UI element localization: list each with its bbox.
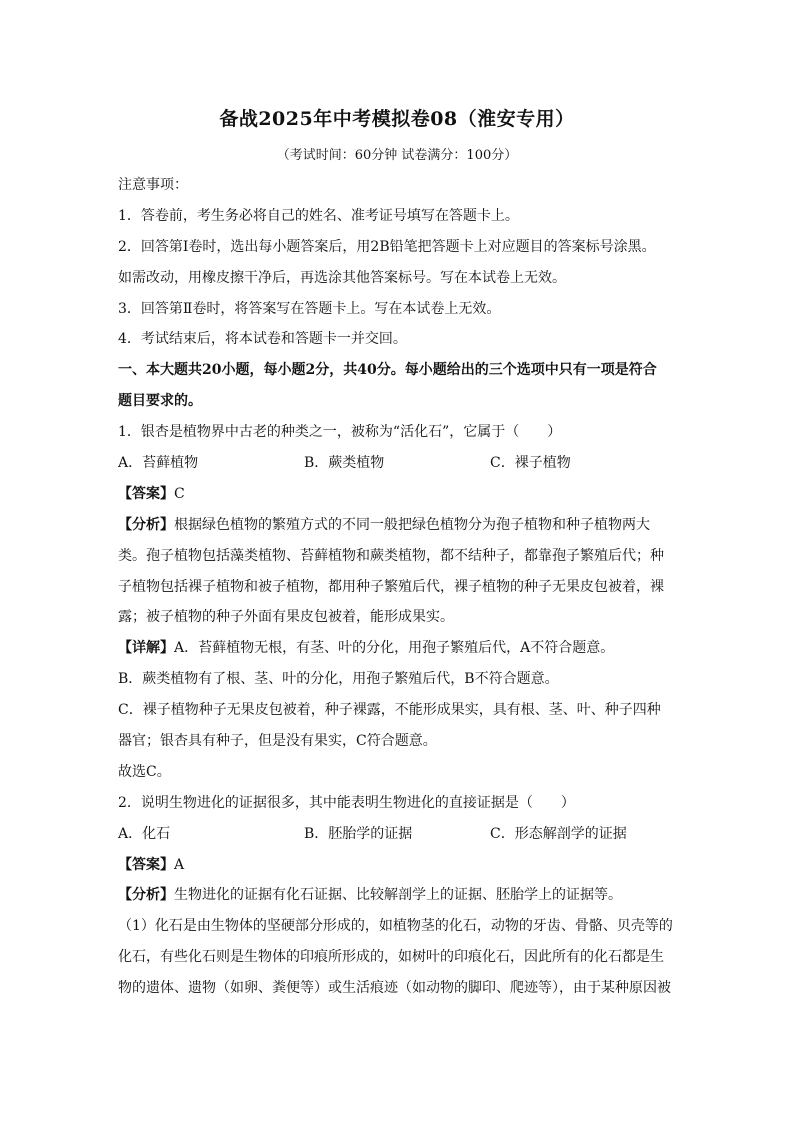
page-title: 备战2025年中考模拟卷08（淮安专用）: [219, 108, 575, 130]
question-2-stem: 2．说明生物进化的证据很多，其中能表明生物进化的直接证据是（ ）: [118, 794, 575, 811]
analysis-tag: 【分析】: [118, 516, 174, 533]
section-heading-cont: 题目要求的。: [118, 393, 202, 410]
detail-text: C．裸子植物种子无果皮包被着，种子裸露，不能形成果实，具有根、茎、叶、种子四种: [118, 702, 661, 719]
analysis-text: 露；被子植物的种子外面有果皮包被着，能形成果实。: [118, 609, 454, 626]
option-b: B．蕨类植物: [304, 455, 385, 472]
question-2-options: [118, 819, 682, 850]
analysis-text: 子植物包括裸子植物和被子植物，都用种子繁殖后代，裸子植物的种子无果皮包被着，裸: [118, 578, 664, 595]
analysis-tag: 【分析】: [118, 887, 174, 904]
analysis-text: 类。孢子植物包括藻类植物、苔藓植物和蕨类植物，都不结种子，都靠孢子繁殖后代；种: [118, 547, 664, 564]
note-item: 1．答卷前，考生务必将自己的姓名、准考证号填写在答题卡上。: [118, 207, 519, 224]
question-1-options: [118, 448, 682, 479]
analysis-text: 物的遗体、遗物（如卵、粪便等）或生活痕迹（如动物的脚印、爬迹等），由于某种原因被: [118, 980, 671, 997]
detail-text: A．苔藓植物无根，有茎、叶的分化，用孢子繁殖后代，A不符合题意。: [174, 640, 615, 657]
question-1-analysis: [118, 510, 682, 541]
analysis-text: 生物进化的证据有化石证据、比较解剖学上的证据、胚胎学上的证据等。: [174, 887, 622, 904]
document-body: [118, 170, 682, 1004]
question-1-detail: [118, 633, 682, 664]
analysis-text: 化石，有些化石则是生物体的印痕所形成的，如树叶的印痕化石，因此所有的化石都是生: [118, 949, 664, 966]
analysis-text: 根据绿色植物的繁殖方式的不同一般把绿色植物分为孢子植物和种子植物两大: [174, 516, 650, 533]
detail-text: 器官；银杏具有种子，但是没有果实，C符合题意。: [118, 733, 437, 750]
analysis-text: （1）化石是由生物体的坚硬部分形成的，如植物茎的化石，动物的牙齿、骨骼、贝壳等的: [118, 918, 673, 935]
section-heading: 一、本大题共20小题，每小题2分，共40分。每小题给出的三个选项中只有一项是符合: [118, 362, 657, 379]
answer-tag: 【答案】: [118, 856, 174, 873]
question-2-analysis: [118, 880, 682, 911]
detail-conclusion: 故选C。: [118, 763, 171, 780]
note-item: 3．回答第Ⅱ卷时，将答案写在答题卡上。写在本试卷上无效。: [118, 300, 501, 317]
option-a: A．苔藓植物: [118, 455, 199, 472]
note-item: 2．回答第Ⅰ卷时，选出每小题答案后，用2B铅笔把答题卡上对应题目的答案标号涂黑。: [118, 238, 656, 255]
option-a: A．化石: [118, 825, 171, 842]
answer-value: A: [174, 856, 185, 873]
question-1-stem: 1．银杏是植物界中古老的种类之一，被称为“活化石”，它属于（ ）: [118, 424, 562, 441]
option-c: C．裸子植物: [490, 455, 571, 472]
option-c: C．形态解剖学的证据: [490, 825, 627, 842]
option-b: B．胚胎学的证据: [304, 825, 413, 842]
question-2-answer: [118, 850, 682, 881]
exam-info: （考试时间：60分钟 试卷满分：100分）: [276, 148, 518, 163]
question-1-answer: [118, 479, 682, 510]
answer-tag: 【答案】: [118, 485, 174, 502]
notes-heading: 注意事项：: [118, 177, 188, 193]
answer-value: C: [174, 485, 185, 502]
note-item: 4．考试结束后，将本试卷和答题卡一并交回。: [118, 331, 407, 348]
detail-text: B．蕨类植物有了根、茎、叶的分化，用孢子繁殖后代，B不符合题意。: [118, 671, 559, 688]
note-item: 如需改动，用橡皮擦干净后，再选涂其他答案标号。写在本试卷上无效。: [118, 269, 566, 286]
detail-tag: 【详解】: [118, 640, 174, 657]
